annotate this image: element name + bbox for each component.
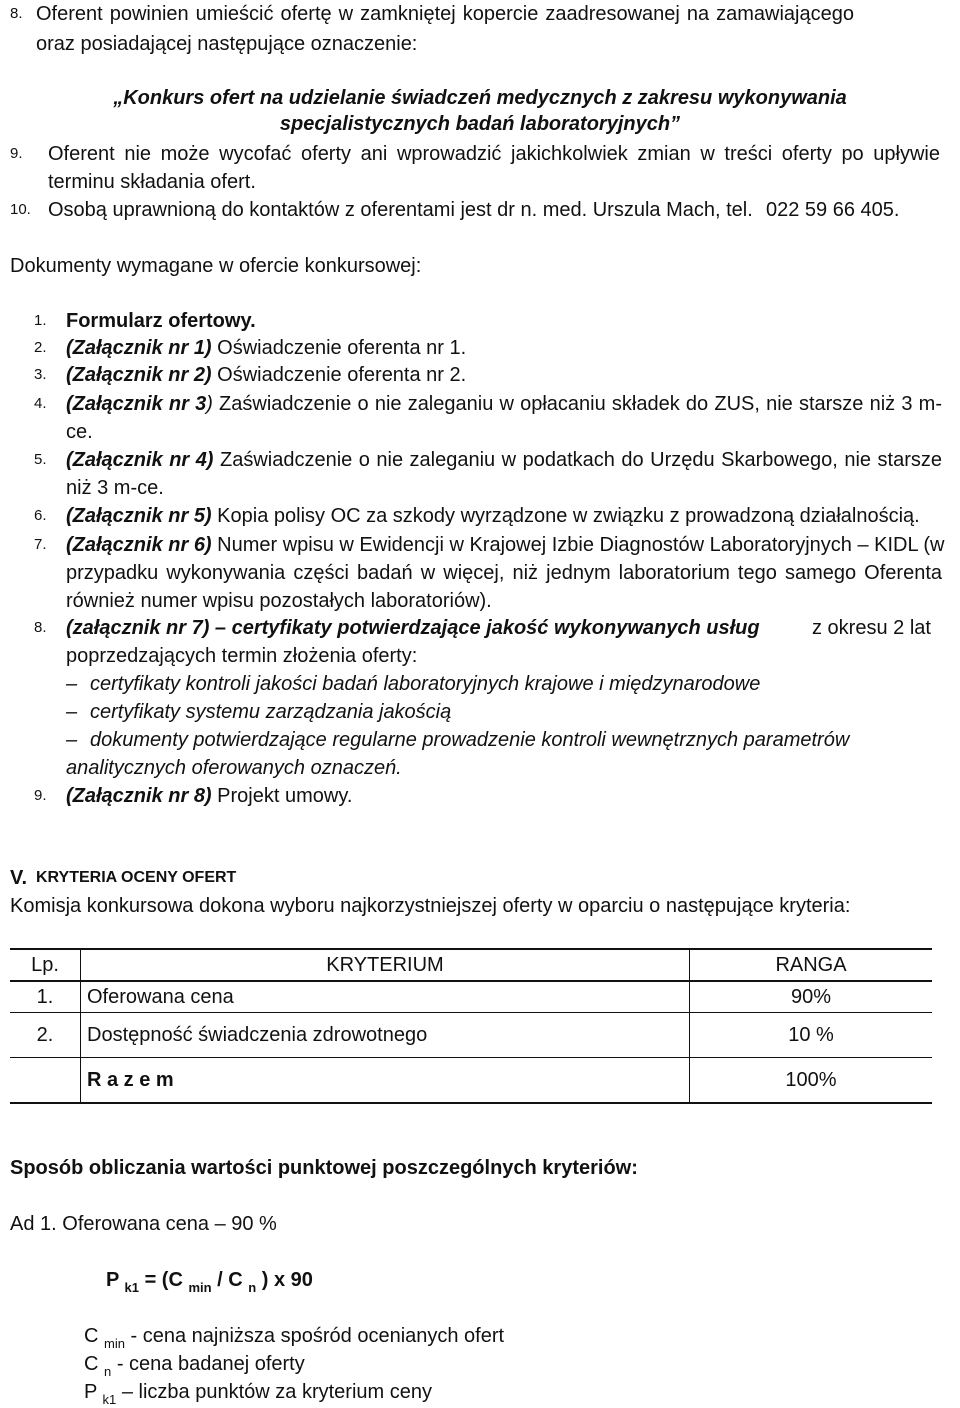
doc-6-line — [66, 502, 920, 530]
doc-4-attachment: (Załącznik nr 3 — [66, 393, 207, 415]
formula-eq: = (C — [139, 1269, 189, 1291]
doc-9-attachment: (Załącznik nr 8) — [66, 785, 212, 807]
doc-5-line — [66, 446, 942, 474]
table-row — [10, 1013, 932, 1058]
doc-7-text: Numer wpisu w Ewidencji w Krajowej Izbie Diagnostów Laboratoryjnych – KIDL (w — [211, 534, 945, 556]
criteria-table — [10, 948, 932, 1104]
legend-cmin — [84, 1322, 504, 1352]
doc-7-attachment: (Załącznik nr 6) — [66, 534, 212, 556]
legend-cn-sym: C — [84, 1353, 99, 1375]
doc-9-number: 9. — [34, 787, 47, 804]
doc-8-number: 8. — [34, 619, 47, 636]
formula-sub-k1: k1 — [124, 1280, 140, 1295]
doc-2-text: Oświadczenie oferenta nr 1. — [211, 337, 467, 359]
doc-6-number: 6. — [34, 507, 47, 524]
doc-8-bullet-2-text: certyfikaty systemu zarządzania jakością — [90, 701, 452, 723]
doc-2-line — [66, 334, 466, 362]
scoring-heading: Sposób obliczania wartości punktowej poszczególnych kryteriów: — [10, 1157, 638, 1179]
legend-cmin-text: - cena najniższa spośród ocenianych ofert — [130, 1325, 505, 1347]
item-8-line1: Oferent powinien umieścić ofertę w zamkniętej kopercie zaadresowanej na zamawiającego — [36, 3, 854, 25]
row-2-criterion: Dostępność świadczenia zdrowotnego — [81, 1013, 690, 1058]
table-row — [10, 981, 932, 1013]
doc-1-text: Formularz ofertowy. — [66, 310, 256, 332]
doc-8-bullet-3-line2: analitycznych oferowanych oznaczeń. — [66, 757, 402, 779]
header-criterion: KRYTERIUM — [81, 949, 690, 981]
row-2-lp: 2. — [10, 1013, 81, 1058]
doc-4-number: 4. — [34, 395, 47, 412]
doc-4-paren: ) — [206, 393, 213, 415]
total-lp-empty — [10, 1058, 81, 1104]
item-9-number: 9. — [10, 145, 23, 162]
formula-sub-n: n — [248, 1280, 257, 1295]
doc-4-line — [66, 390, 942, 418]
legend-cn — [84, 1350, 305, 1380]
item-9-line1: Oferent nie może wycofać oferty ani wprowadzić jakichkolwiek zmian w treści oferty po upływie — [48, 143, 940, 165]
doc-3-attachment: (Załącznik nr 2) — [66, 364, 212, 386]
section-intro: Komisja konkursowa dokona wyboru najkorzystniejszej oferty w oparciu o następujące kryteria: — [10, 895, 851, 917]
legend-pk1 — [84, 1378, 432, 1408]
quote-line2: specjalistycznych badań laboratoryjnych” — [279, 113, 681, 135]
item-10-text: Osobą uprawnioną do kontaktów z oferentami jest dr n. med. Urszula Mach, tel. — [48, 199, 753, 221]
legend-cmin-sub: min — [104, 1336, 125, 1351]
formula-p: P — [106, 1269, 119, 1291]
row-1-criterion: Oferowana cena — [81, 981, 690, 1013]
total-value: 100% — [690, 1058, 933, 1104]
item-10-phone: 022 59 66 405. — [766, 199, 900, 221]
dash-icon: – — [66, 673, 78, 695]
doc-2-number: 2. — [34, 339, 47, 356]
table-total-row — [10, 1058, 932, 1104]
doc-9-text: Projekt umowy. — [211, 785, 353, 807]
doc-8-bullet-2 — [66, 698, 451, 726]
doc-7-line — [66, 531, 945, 559]
doc-7-number: 7. — [34, 536, 47, 553]
legend-pk1-sub: k1 — [102, 1392, 117, 1407]
doc-7-line3: również numer wpisu pozostałych laboratoriów). — [66, 590, 492, 612]
row-2-rank: 10 % — [690, 1013, 933, 1058]
header-lp: Lp. — [10, 949, 81, 981]
formula-div: / C — [211, 1269, 249, 1291]
dash-icon: – — [66, 729, 78, 751]
row-1-rank: 90% — [690, 981, 933, 1013]
quote-line1: „Konkurs ofert na udzielanie świadczeń medycznych z zakresu wykonywania — [113, 87, 847, 109]
doc-5-line2: niż 3 m-ce. — [66, 477, 164, 499]
doc-2-attachment: (Załącznik nr 1) — [66, 337, 212, 359]
doc-6-text: Kopia polisy OC za szkody wyrządzone w związku z prowadzoną działalnością. — [211, 505, 920, 527]
doc-4-text: Zaświadczenie o nie zaleganiu w opłacaniu składek do ZUS, nie starsze niż 3 m- — [212, 393, 942, 415]
doc-3-number: 3. — [34, 366, 47, 383]
legend-pk1-text: – liczba punktów za kryterium ceny — [121, 1381, 432, 1403]
legend-pk1-sym: P — [84, 1381, 97, 1403]
doc-1-number: 1. — [34, 312, 47, 329]
section-title: KRYTERIA OCENY OFERT — [36, 869, 237, 886]
doc-5-number: 5. — [34, 451, 47, 468]
doc-5-attachment: (Załącznik nr 4) — [66, 449, 214, 471]
total-label: R a z e m — [81, 1058, 690, 1104]
legend-cmin-sym: C — [84, 1325, 99, 1347]
item-8-number: 8. — [10, 5, 23, 22]
doc-8-bullet-3 — [66, 726, 849, 754]
table-header-row — [10, 949, 932, 981]
legend-cn-text: - cena badanej oferty — [116, 1353, 305, 1375]
item-8-line2: oraz posiadającej następujące oznaczenie: — [36, 33, 418, 55]
doc-8-attachment: (załącznik nr 7) – certyfikaty potwierdzające jakość wykonywanych usług — [66, 617, 760, 639]
doc-3-text: Oświadczenie oferenta nr 2. — [211, 364, 467, 386]
doc-8-text: z okresu 2 lat — [812, 617, 931, 639]
doc-8-bullet-1 — [66, 670, 760, 698]
doc-4-line2: ce. — [66, 421, 93, 443]
item-10-number: 10. — [10, 201, 31, 218]
formula-end: ) x 90 — [256, 1269, 313, 1291]
scoring-formula — [106, 1266, 313, 1296]
doc-8-bullet-1-text: certyfikaty kontroli jakości badań laboratoryjnych krajowe i międzynarodowe — [90, 673, 761, 695]
header-rank: RANGA — [690, 949, 933, 981]
doc-3-line — [66, 361, 466, 389]
section-roman: V. — [10, 867, 28, 889]
scoring-ad1: Ad 1. Oferowana cena – 90 % — [10, 1213, 277, 1235]
doc-9-line — [66, 782, 352, 810]
row-1-lp: 1. — [10, 981, 81, 1013]
doc-8-bullet-3-text: dokumenty potwierdzające regularne prowadzenie kontroli wewnętrznych parametrów — [90, 729, 850, 751]
doc-8-line2: poprzedzających termin złożenia oferty: — [66, 645, 418, 667]
doc-6-attachment: (Załącznik nr 5) — [66, 505, 212, 527]
item-9-line2: terminu składania ofert. — [48, 171, 256, 193]
legend-cn-sub: n — [104, 1364, 112, 1379]
docs-heading: Dokumenty wymagane w ofercie konkursowej: — [10, 255, 422, 277]
doc-7-line2: przypadku wykonywania części badań w więcej, niż jednym laboratorium tego samego Oferenta — [66, 562, 942, 584]
doc-5-text: Zaświadczenie o nie zaleganiu w podatkach do Urzędu Skarbowego, nie starsze — [213, 449, 942, 471]
dash-icon: – — [66, 701, 78, 723]
formula-sub-min: min — [188, 1280, 212, 1295]
